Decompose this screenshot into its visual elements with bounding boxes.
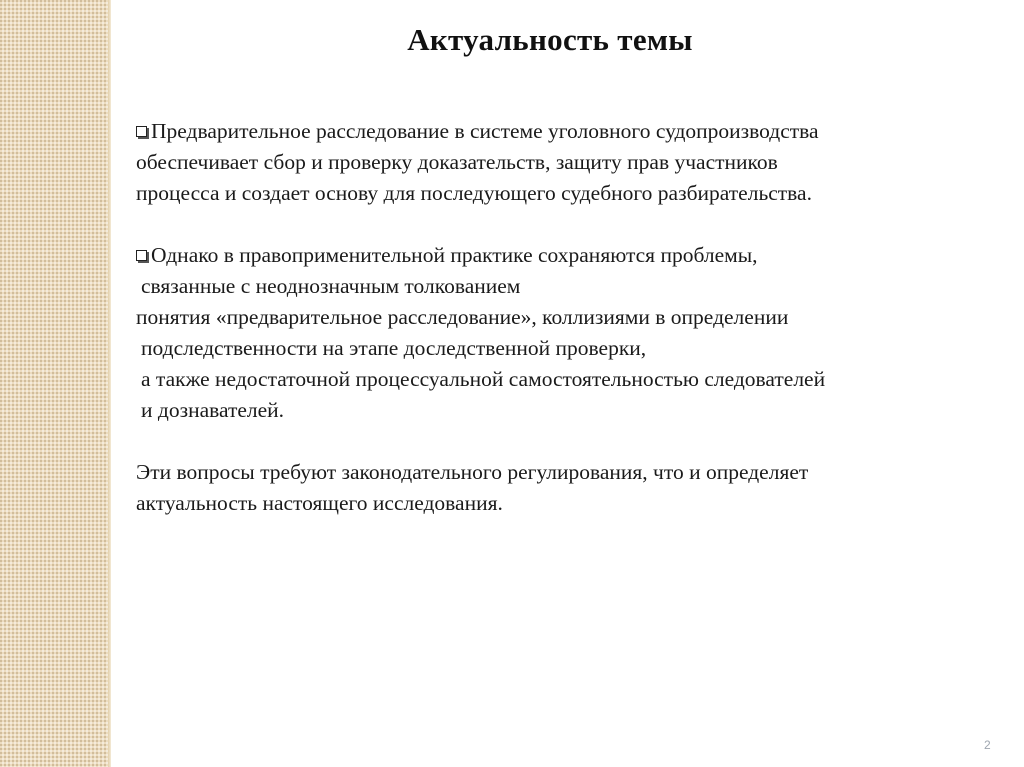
paragraph2-text-1: Однако в правоприменительной практике сохраняются проблемы, [151, 243, 758, 267]
paragraph3-line-1: Эти вопросы требуют законодательного регулирования, что и определяет [136, 460, 809, 484]
slide-body [136, 116, 996, 519]
paragraph-spacer [136, 209, 996, 240]
paragraph2-line-2: связанные с неоднозначным толкованием [141, 274, 521, 298]
paragraph-spacer [136, 426, 996, 457]
paragraph2-line-6: и дознавателей. [141, 398, 285, 422]
paragraph1-line-2: обеспечивает сбор и проверку доказательств, защиту прав участников [136, 150, 778, 174]
paragraph1-line-3: процесса и создает основу для последующего судебного разбирательства. [136, 181, 812, 205]
paragraph2-line-4: подследственности на этапе доследственной проверки, [141, 336, 647, 360]
decorative-side-band [0, 0, 108, 767]
paragraph1-text-1: Предварительное расследование в системе уголовного судопроизводства [151, 119, 819, 143]
paragraph3-line-2: актуальность настоящего исследования. [136, 491, 503, 515]
checkbox-square-bullet-icon [136, 126, 147, 137]
paragraph2-line-5: а также недостаточной процессуальной самостоятельностью следователей [141, 367, 826, 391]
slide-title: Актуальность темы [407, 22, 693, 57]
checkbox-square-bullet-icon [136, 250, 147, 261]
paragraph2-line-3: понятия «предварительное расследование», коллизиями в определении [136, 305, 789, 329]
page-number: 2 [984, 738, 991, 752]
side-band-edge [108, 0, 111, 767]
paragraph2-line-1 [136, 240, 996, 271]
paragraph1-line-1 [136, 116, 996, 147]
